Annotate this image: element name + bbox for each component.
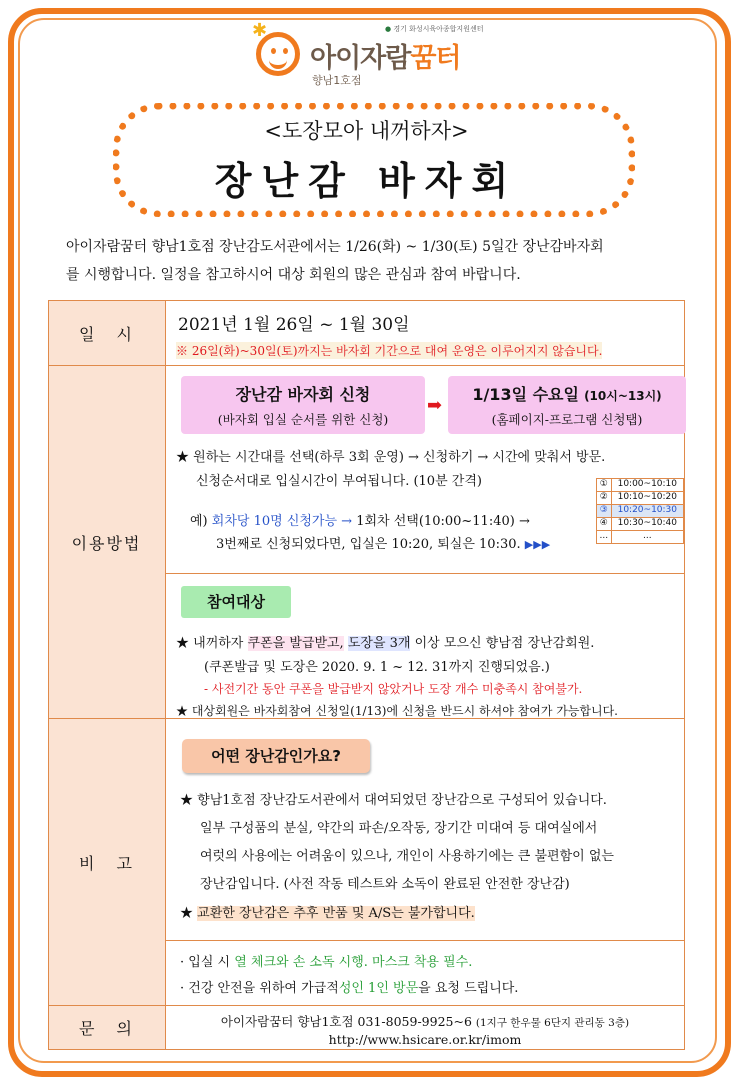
header-note: 비고: [49, 719, 166, 1006]
time-slot-table: [596, 478, 684, 544]
row-date: [49, 301, 685, 366]
note-line-5: ★ 교환한 장난감은 추후 반품 및 A/S는 불가합니다.: [180, 906, 475, 921]
note-line-2: 일부 구성품의 분실, 약간의 파손/오작동, 장기간 미대여 등 대여실에서: [200, 821, 598, 836]
logo: [250, 22, 490, 90]
target-line-3: - 사전기간 동안 쿠폰을 발급받지 않았거나 도장 개수 미충족시 참여불가.: [204, 682, 583, 696]
page-title: 장난감 바자회: [214, 158, 519, 203]
brand-name: 아이자람꿈터: [310, 43, 461, 74]
contact-line: 아이자람꿈터 향남1호점 031-8059-9925~6 (1지구 한우물 6단지 관리동 3층): [220, 1014, 630, 1029]
note-line-1: ★ 향남1호점 장난감도서관에서 대여되었던 장난감으로 구성되어 있습니다.: [180, 793, 607, 808]
slot-row: ④ 10:30~10:40: [597, 518, 684, 531]
question-box: 어떤 장난감인가요?: [182, 739, 370, 773]
period: 2021년 1월 26일 ~ 1월 30일: [178, 315, 410, 335]
safety-line-1: · 입실 시 열 체크와 손 소독 시행. 마스크 착용 필수.: [180, 955, 473, 970]
method-bullet-1: ★ 원하는 시간대를 선택(하루 3회 운영) → 신청하기 → 시간에 맞춰서 방문.: [176, 450, 606, 465]
header-date: 일시: [49, 301, 166, 366]
star-icon: ✱: [252, 20, 268, 41]
safety-line-2: · 건강 안전을 위하여 가급적성인 1인 방문을 요청 드립니다.: [180, 981, 519, 996]
note-line-3: 여럿의 사용에는 어려움이 있으나, 개인이 사용하기에는 큰 불편함이 없는: [200, 849, 614, 864]
note-line-4: 장난감입니다. (사전 작동 테스트와 소독이 완료된 안전한 장난감): [200, 877, 570, 892]
target-line-2: (쿠폰발급 및 도장은 2020. 9. 1 ~ 12. 31까지 진행되었음.): [204, 660, 550, 675]
header-method: 이용방법: [49, 366, 166, 719]
example-line: 예) 회차당 10명 신청가능 → 1회차 선택(10:00~11:40) →: [190, 514, 530, 529]
example-line-2: 3번째로 신청되었다면, 입실은 10:20, 퇴실은 10:30. ▶▶▶: [216, 537, 551, 552]
slot-row: ① 10:00~10:10: [597, 479, 684, 492]
slot-row: ... ...: [597, 531, 684, 544]
target-line-1: ★ 내꺼하자 쿠폰을 발급받고, 도장을 3개 이상 모으신 향남점 장난감회원.: [176, 636, 595, 651]
center-name: ● 경기 화성시육아종합지원센터: [385, 25, 484, 33]
slot-row-highlighted: ③ 10:20~10:30: [597, 505, 684, 518]
method-bullet-1b: 신청순서대로 입실시간이 부여됩니다. (10분 간격): [196, 474, 482, 489]
info-table: [48, 300, 685, 1050]
header-contact: 문의: [49, 1006, 166, 1050]
arrows-icon: ▶▶▶: [524, 538, 551, 551]
row-note: [49, 719, 685, 941]
apply-date-box: 1/13일 수요일 (10시~13시) (홈페이지-프로그램 신청탭): [448, 376, 686, 434]
row-method: [49, 366, 685, 574]
apply-box: 장난감 바자회 신청 (바자회 입실 순서를 위한 신청): [181, 376, 425, 434]
target-label: 참여대상: [181, 586, 291, 618]
branch-name: 향남1호점: [312, 74, 362, 87]
date-notice: ※ 26일(화)~30일(토)까지는 바자회 기간으로 대여 운영은 이루어지지 않습니다.: [176, 344, 603, 358]
contact-url[interactable]: http://www.hsicare.or.kr/imom: [328, 1032, 522, 1047]
arrow-right-icon: ➡: [427, 395, 443, 416]
smiley-face-icon: [256, 32, 300, 76]
row-contact: [49, 1006, 685, 1050]
slot-row: ② 10:10~10:20: [597, 492, 684, 505]
sub-title: <도장모아 내꺼하자>: [264, 119, 469, 143]
intro-text: 아이자람꿈터 향남1호점 장난감도서관에서는 1/26(화) ~ 1/30(토) 5일간 장난감바자회 를 시행합니다. 일정을 참고하시어 대상 회원의 많은 관심과 참여 바랍니다.: [66, 239, 604, 283]
target-line-4: ★ 대상회원은 바자회참여 신청일(1/13)에 신청을 반드시 하셔야 참여가 가능합니다.: [176, 704, 618, 718]
